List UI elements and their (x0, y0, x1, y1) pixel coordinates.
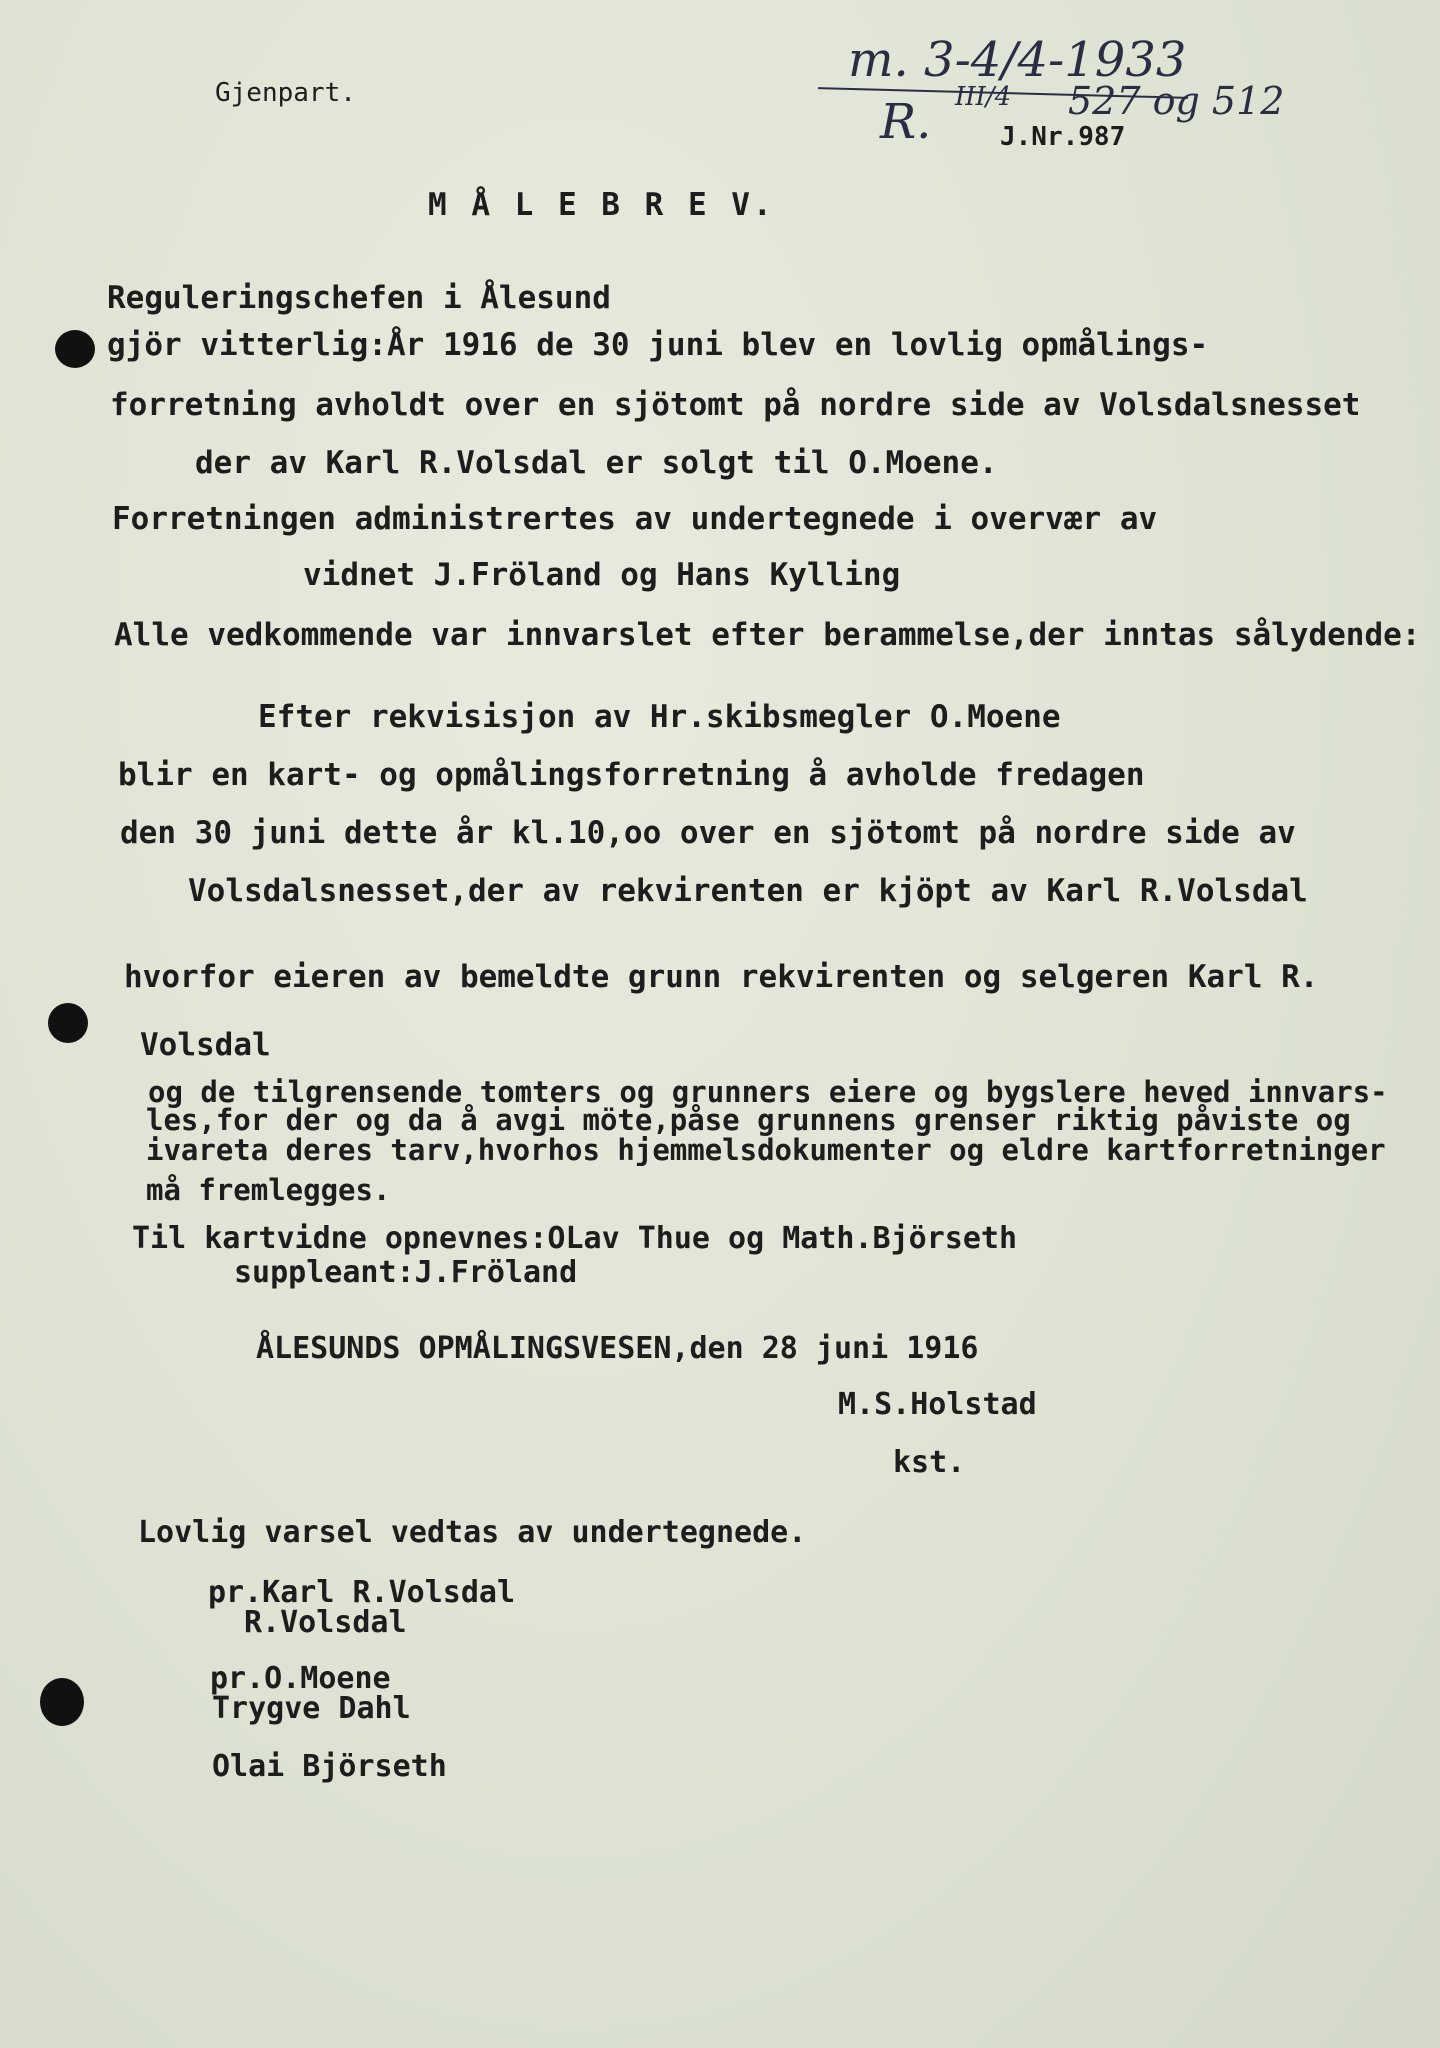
signature2: pr.O.Moene (210, 1661, 391, 1696)
journal-number: J.Nr.987 (1000, 122, 1126, 152)
handwritten-volume: III/4 (955, 82, 1012, 112)
handwritten-register-prefix: R. (880, 94, 932, 150)
paragraph1-line1: gjör vitterlig:År 1916 de 30 juni blev en lovlig opmålings- (107, 327, 1209, 363)
document-title: M Å L E B R E V. (428, 187, 775, 223)
punch-hole-top (55, 330, 95, 368)
signature1: pr.Karl R.Volsdal (208, 1575, 516, 1610)
notice-line6: Volsdal (140, 1027, 271, 1063)
notice2-line4: må fremlegges. (146, 1173, 391, 1207)
handwritten-pages: 527 og 512 (1068, 79, 1285, 123)
paragraph1-line4: Forretningen administrertes av undertegnede i overvær av (112, 501, 1158, 537)
notice-line4: Volsdalsnesset,der av rekvirenten er kjöpt av Karl R.Volsdal (188, 873, 1308, 909)
issuer-office-date: ÅLESUNDS OPMÅLINGSVESEN,den 28 juni 1916 (256, 1331, 979, 1366)
handwritten-annotation-date: m. 3-4/4-1933 (848, 32, 1187, 88)
copy-label: Gjenpart. (215, 78, 356, 108)
notice-line3: den 30 juni dette år kl.10,oo over en sjötomt på nordre side av (120, 815, 1296, 851)
paragraph1-line5: vidnet J.Fröland og Hans Kylling (303, 557, 901, 593)
witness-line2: suppleant:J.Fröland (234, 1255, 578, 1290)
witness-line1: Til kartvidne opnevnes:OLav Thue og Math.Björseth (132, 1221, 1018, 1256)
issuer-title: kst. (893, 1445, 966, 1480)
notice2-line1: og de tilgrensende tomters og grunners eiere og bygslere heved innvars- (148, 1075, 1388, 1109)
punch-hole-bottom (40, 1678, 84, 1726)
punch-hole-middle (48, 1003, 88, 1043)
acceptance-heading: Lovlig varsel vedtas av undertegnede. (138, 1515, 807, 1550)
authority-line: Reguleringschefen i Ålesund (107, 280, 611, 316)
notice-line5: hvorfor eieren av bemeldte grunn rekvirenten og selgeren Karl R. (124, 959, 1319, 995)
notice-line2: blir en kart- og opmålingsforretning å avholde fredagen (118, 757, 1145, 793)
signature1b: R.Volsdal (244, 1605, 407, 1640)
notice2-line2: les,for der og da å avgi möte,påse grunnens grenser riktig påviste og (146, 1103, 1351, 1137)
paragraph1-line2: forretning avholdt over en sjötomt på nordre side av Volsdalsnesset (110, 387, 1361, 423)
signature3: Olai Björseth (212, 1749, 447, 1784)
notice2-line3: ivareta deres tarv,hvorhos hjemmelsdokumenter og eldre kartforretninger (146, 1133, 1386, 1167)
signature2b: Trygve Dahl (212, 1691, 411, 1726)
notice-line1: Efter rekvisisjon av Hr.skibsmegler O.Moene (258, 699, 1061, 735)
paragraph1-line6: Alle vedkommende var innvarslet efter berammelse,der inntas sålydende: (114, 617, 1421, 653)
paragraph1-line3: der av Karl R.Volsdal er solgt til O.Moene. (195, 445, 998, 481)
issuer-name: M.S.Holstad (838, 1387, 1037, 1422)
